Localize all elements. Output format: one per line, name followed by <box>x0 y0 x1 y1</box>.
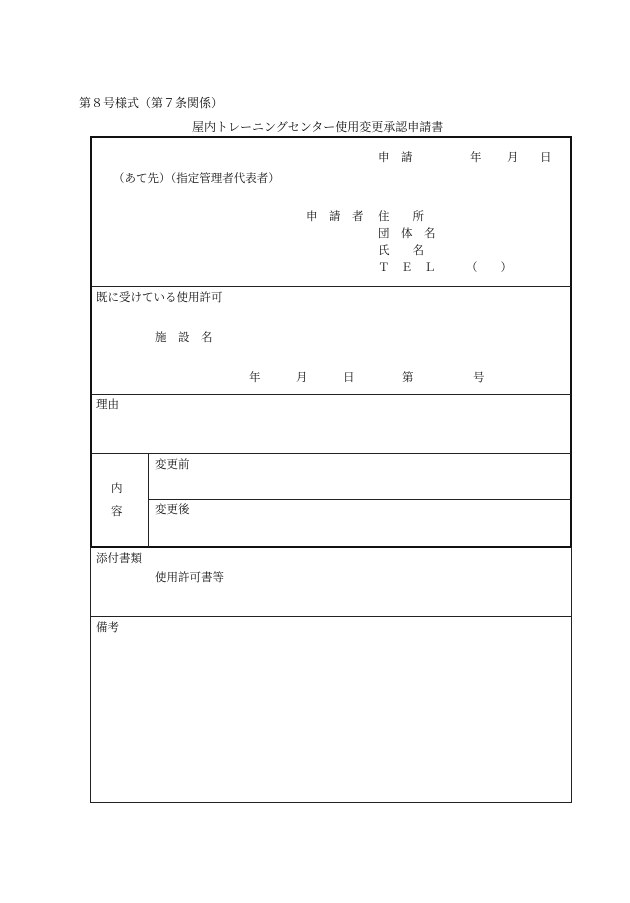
apply-year: 年 <box>470 150 482 164</box>
content-label-divider <box>148 453 149 547</box>
permit-year: 年 <box>249 370 261 384</box>
applicant-label: 申 請 者 <box>306 209 364 223</box>
content-label-bottom: 容 <box>111 504 123 518</box>
tel-label: Ｔ Ｅ Ｌ <box>378 260 436 274</box>
divider-attachments <box>91 616 571 617</box>
permit-heading: 既に受けている使用許可 <box>96 290 223 304</box>
divider-permit <box>91 394 571 395</box>
permit-day: 日 <box>343 370 355 384</box>
divider-reason <box>91 453 571 454</box>
facility-label: 施 設 名 <box>155 330 213 344</box>
attachments-value: 使用許可書等 <box>155 570 224 584</box>
permit-number-suffix: 号 <box>473 370 485 384</box>
address-label: 住 所 <box>378 209 424 223</box>
before-change-label: 変更前 <box>155 457 190 471</box>
divider-header <box>91 286 571 287</box>
content-label-top: 内 <box>111 481 123 495</box>
tel-parentheses: （ ） <box>466 260 512 274</box>
group-name-label: 団 体 名 <box>378 226 436 240</box>
divider-content <box>148 499 571 500</box>
lower-form-box <box>90 547 572 803</box>
name-label: 氏 名 <box>378 243 424 257</box>
apply-label: 申 請 <box>378 150 413 164</box>
permit-month: 月 <box>296 370 308 384</box>
apply-month: 月 <box>507 150 519 164</box>
attachments-label: 添付書類 <box>96 551 142 565</box>
addressee: （あて先）（指定管理者代表者） <box>113 171 280 185</box>
remarks-label: 備考 <box>96 620 119 634</box>
after-change-label: 変更後 <box>155 502 190 516</box>
form-title: 屋内トレーニングセンター使用変更承認申請書 <box>192 120 444 134</box>
reason-label: 理由 <box>96 397 119 411</box>
permit-number-prefix: 第 <box>402 370 414 384</box>
form-number: 第８号様式（第７条関係） <box>79 96 224 110</box>
apply-day: 日 <box>540 150 552 164</box>
